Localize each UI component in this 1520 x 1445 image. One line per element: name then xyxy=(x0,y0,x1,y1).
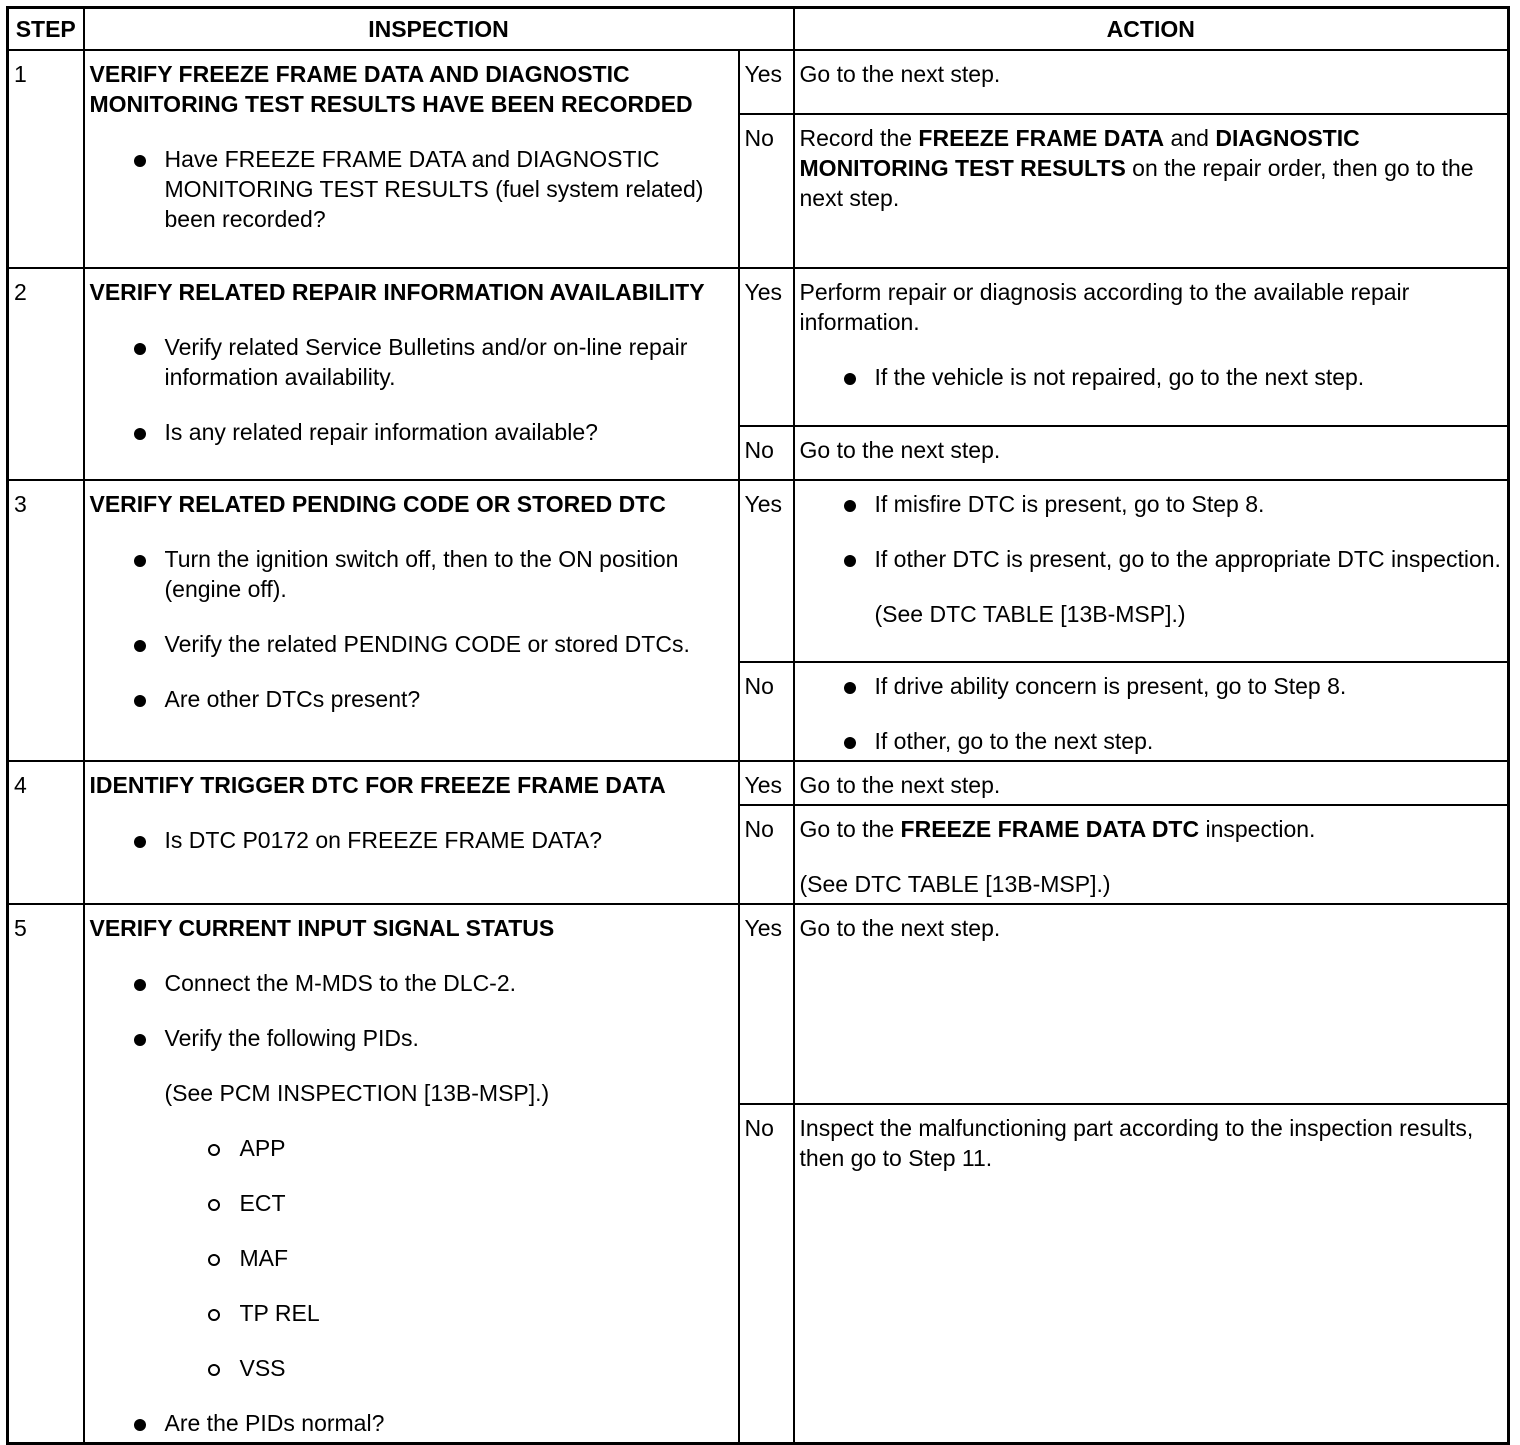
yes-label: Yes xyxy=(739,50,794,114)
yes-action: Go to the next step. xyxy=(794,904,1509,1105)
table-row-step-1-yes xyxy=(8,50,1509,114)
inspection-cell xyxy=(84,50,739,268)
header-action: ACTION xyxy=(794,8,1509,50)
inspection-bullet: Verify related Service Bulletins and/or on-line repair information availability. xyxy=(90,332,733,392)
yes-action xyxy=(794,480,1509,662)
inspection-bullet: Are other DTCs present? xyxy=(90,684,733,714)
step-number: 3 xyxy=(8,480,84,761)
step-title: VERIFY FREEZE FRAME DATA AND DIAGNOSTIC MONITORING TEST RESULTS HAVE BEEN RECORDED xyxy=(89,60,693,117)
table-row-step-4-yes xyxy=(8,761,1509,805)
inspection-bullet: Are the PIDs normal? xyxy=(90,1408,733,1438)
inspection-cell xyxy=(84,904,739,1444)
diagnostic-procedure-table xyxy=(6,6,1510,1445)
action-text: on the repair order, then go to the next step. xyxy=(799,154,1474,211)
yes-label: Yes xyxy=(739,268,794,426)
action-bullet: If other, go to the next step. xyxy=(800,726,1503,756)
no-label: No xyxy=(739,426,794,480)
pid-item: MAF xyxy=(90,1243,733,1273)
yes-action: Go to the next step. xyxy=(794,761,1509,805)
yes-label: Yes xyxy=(739,480,794,662)
no-action: Go to the next step. xyxy=(794,426,1509,480)
action-bullet: If other DTC is present, go to the appropriate DTC inspection. xyxy=(800,544,1503,574)
header-step: STEP xyxy=(8,8,84,50)
step-title: VERIFY RELATED REPAIR INFORMATION AVAILABILITY xyxy=(89,278,705,305)
inspection-bullet: Connect the M-MDS to the DLC-2. xyxy=(90,968,733,998)
no-action xyxy=(794,114,1509,268)
no-label: No xyxy=(739,114,794,268)
action-emphasis: DIAGNOSTIC MONITORING TEST RESULTS xyxy=(799,124,1360,181)
yes-label: Yes xyxy=(739,904,794,1105)
step-number: 5 xyxy=(8,904,84,1444)
no-action xyxy=(794,662,1509,761)
action-text: Perform repair or diagnosis according to the available repair information. xyxy=(799,278,1410,335)
table-header-row xyxy=(8,8,1509,50)
action-emphasis: FREEZE FRAME DATA xyxy=(918,124,1165,151)
table-row-step-5-yes xyxy=(8,904,1509,1105)
inspection-cell xyxy=(84,761,739,904)
action-text: and xyxy=(1164,124,1216,151)
pid-item: ECT xyxy=(90,1188,733,1218)
pid-item: TP REL xyxy=(90,1298,733,1328)
action-emphasis: FREEZE FRAME DATA DTC xyxy=(900,815,1200,842)
inspection-cell xyxy=(84,480,739,761)
action-text-part: inspection. xyxy=(1199,815,1316,842)
action-bullet: If drive ability concern is present, go to Step 8. xyxy=(800,671,1503,701)
inspection-note: (See PCM INSPECTION [13B-MSP].) xyxy=(164,1079,550,1106)
header-inspection: INSPECTION xyxy=(84,8,794,50)
action-text xyxy=(800,814,1503,844)
inspection-bullet: Verify the related PENDING CODE or stored DTCs. xyxy=(90,629,733,659)
inspection-bullet: Have FREEZE FRAME DATA and DIAGNOSTIC MONITORING TEST RESULTS (fuel system related) been recorded? xyxy=(90,144,733,234)
action-bullet: If the vehicle is not repaired, go to the next step. xyxy=(800,362,1503,392)
yes-action xyxy=(794,268,1509,426)
step-title: VERIFY CURRENT INPUT SIGNAL STATUS xyxy=(89,914,555,941)
table-row-step-2-yes xyxy=(8,268,1509,426)
no-action xyxy=(794,805,1509,904)
inspection-bullet: Is DTC P0172 on FREEZE FRAME DATA? xyxy=(90,825,733,855)
inspection-cell xyxy=(84,268,739,480)
no-action: Inspect the malfunctioning part according to the inspection results, then go to Step 11. xyxy=(794,1104,1509,1443)
step-number: 1 xyxy=(8,50,84,268)
action-note: (See DTC TABLE [13B-MSP].) xyxy=(874,600,1186,627)
action-bullet: If misfire DTC is present, go to Step 8. xyxy=(800,489,1503,519)
step-number: 4 xyxy=(8,761,84,904)
pid-item: APP xyxy=(90,1133,733,1163)
no-label: No xyxy=(739,662,794,761)
inspection-bullet: Is any related repair information available? xyxy=(90,417,733,447)
action-note: (See DTC TABLE [13B-MSP].) xyxy=(799,870,1111,897)
yes-label: Yes xyxy=(739,761,794,805)
action-text-part: Go to the xyxy=(799,815,901,842)
inspection-bullet: Verify the following PIDs. xyxy=(90,1023,733,1053)
step-title: IDENTIFY TRIGGER DTC FOR FREEZE FRAME DATA xyxy=(89,771,666,798)
action-text: Record the xyxy=(799,124,919,151)
diagnostic-table-container xyxy=(6,6,1507,1436)
no-label: No xyxy=(739,1104,794,1443)
inspection-bullet: Turn the ignition switch off, then to the ON position (engine off). xyxy=(90,544,733,604)
yes-action: Go to the next step. xyxy=(794,50,1509,114)
step-title: VERIFY RELATED PENDING CODE OR STORED DTC xyxy=(89,490,666,517)
step-number: 2 xyxy=(8,268,84,480)
table-row-step-3-yes xyxy=(8,480,1509,662)
no-label: No xyxy=(739,805,794,904)
pid-item: VSS xyxy=(90,1353,733,1383)
